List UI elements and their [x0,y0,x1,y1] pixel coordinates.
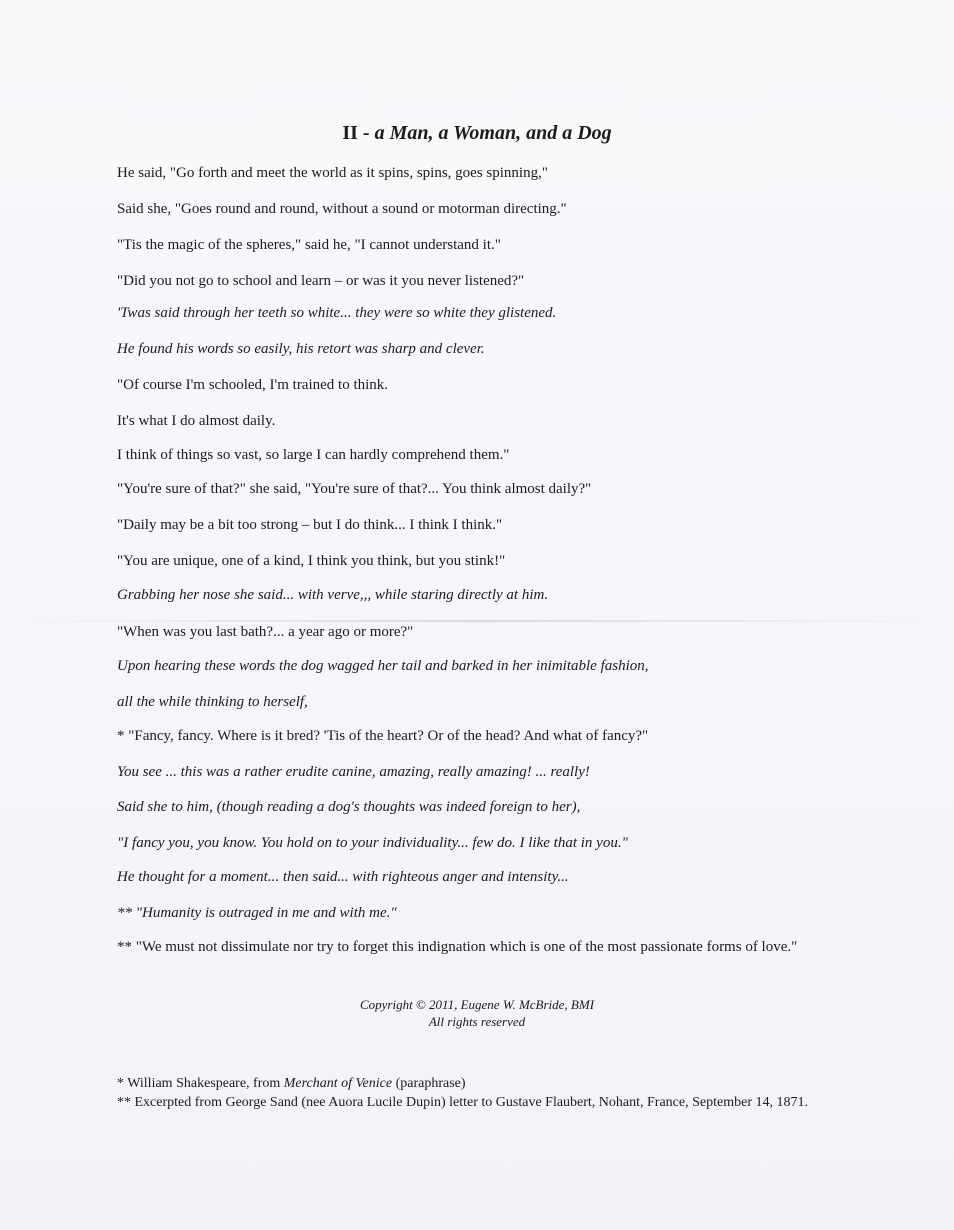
footnote-suffix: (paraphrase) [392,1076,466,1091]
title-prefix: II - [342,122,375,144]
copyright-line: Copyright © 2011, Eugene W. McBride, BMI [359,997,595,1012]
poem-line: You see ... this was a rather erudite canine, amazing, really amazing! ... really! [117,764,590,780]
poem-line: "Of course I'm schooled, I'm trained to think. [117,377,389,393]
poem-title [0,122,954,145]
poem-line: "I fancy you, you know. You hold on to your individuality... few do. I like that in you." [117,835,628,851]
footnote-shakespeare [117,1076,466,1092]
poem-line: "You are unique, one of a kind, I think you think, but you stink!" [117,553,506,569]
poem-line: all the while thinking to herself, [117,694,308,710]
paper-fold-line [0,620,954,622]
poem-line: "Daily may be a bit too strong – but I do think... I think I think." [117,517,503,533]
poem-line: "Did you not go to school and learn – or was it you never listened?" [117,273,525,289]
rights-reserved-line: All rights reserved [428,1014,526,1029]
poem-line: He said, "Go forth and meet the world as it spins, spins, goes spinning," [117,165,548,181]
poem-line: I think of things so vast, so large I can hardly comprehend them." [117,447,510,463]
poem-line: Upon hearing these words the dog wagged her tail and barked in her inimitable fashion, [117,658,649,674]
poem-line: "Tis the magic of the spheres," said he, "I cannot understand it." [117,237,501,253]
poem-line: "When was you last bath?... a year ago or more?" [117,624,414,640]
poem-line: ** "We must not dissimulate nor try to forget this indignation which is one of the most passionate forms of love." [117,939,798,955]
poem-line: It's what I do almost daily. [117,413,276,429]
poem-line: ** "Humanity is outraged in me and with me." [117,905,397,921]
footnote-work-title: Merchant of Venice [283,1076,393,1091]
poem-line: 'Twas said through her teeth so white... they were so white they glistened. [117,305,557,321]
footnote-prefix: * William Shakespeare, from [117,1076,284,1091]
poem-line: Said she to him, (though reading a dog's thoughts was indeed foreign to her), [117,799,581,815]
title-italic: a Man, a Woman, and a Dog [374,122,612,144]
poem-line: Said she, "Goes round and round, without a sound or motorman directing." [117,201,567,217]
poem-line: Grabbing her nose she said... with verve,,, while staring directly at him. [117,587,549,603]
poem-line: * "Fancy, fancy. Where is it bred? 'Tis of the heart? Or of the head? And what of fancy?" [117,728,649,744]
poem-line: "You're sure of that?" she said, "You're sure of that?... You think almost daily?" [117,481,592,497]
poem-line: He thought for a moment... then said... with righteous anger and intensity... [117,869,569,885]
copyright-notice [0,996,954,1030]
footnote-george-sand: ** Excerpted from George Sand (nee Auora Lucile Dupin) letter to Gustave Flaubert, Nohant, France, September 14, 1871. [117,1095,808,1110]
poem-line: He found his words so easily, his retort was sharp and clever. [117,341,485,357]
